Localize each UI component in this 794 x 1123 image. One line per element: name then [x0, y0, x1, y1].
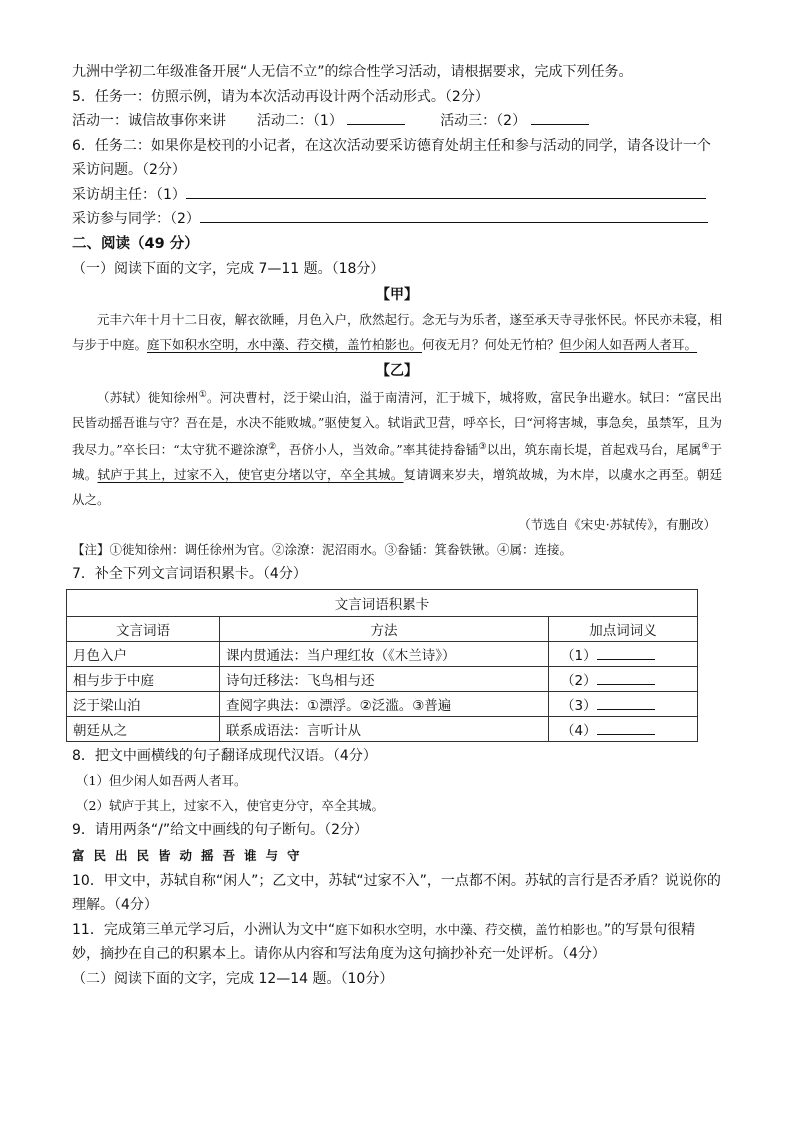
passage-jia-title: 【甲】: [376, 287, 418, 303]
yi-text-4: 以出，筑东南长堤，首起戏马台，尾属: [486, 442, 702, 458]
table-row: [67, 691, 698, 716]
interview-director-label: 采访胡主任：（1）: [72, 186, 186, 203]
activity-3-blank[interactable]: [531, 110, 589, 125]
cell-word: 泛于梁山泊: [67, 691, 220, 716]
header-meaning: 加点词词义: [549, 616, 698, 641]
answer-label: （4）: [561, 722, 597, 739]
question-10: 10．甲文中，苏轼自称“闲人”；乙文中，苏轼“过家不入”，一点都不闲。苏轼的言行是否矛盾？说说你的理解。（4分）: [72, 872, 721, 914]
cell-method: 课内贯通法：当户理红妆（《木兰诗》）: [220, 641, 549, 666]
cell-word: 朝廷从之: [67, 716, 220, 741]
note-mark-2: ②: [268, 442, 277, 453]
q8-sentence-2: （2）轼庐于其上，过家不入，使官吏分守，卒全其城。: [76, 798, 384, 814]
activity-2-label: 活动二：（1）: [256, 113, 343, 129]
jia-underline-2: 但少闲人如吾两人者耳。: [559, 337, 698, 352]
answer-blank[interactable]: [597, 645, 655, 660]
cell-answer: [549, 716, 698, 741]
passage-yi: [72, 383, 722, 512]
answer-blank[interactable]: [597, 720, 655, 735]
cell-word: 相与步于中庭: [67, 666, 220, 691]
passage-yi-title: 【乙】: [376, 363, 418, 379]
yi-text-3: ，吾侪小人，当效命。”率其徒持畚锸: [276, 442, 479, 458]
passage-source: （节选自《宋史·苏轼传》，有删改）: [518, 517, 716, 533]
answer-blank[interactable]: [597, 695, 655, 710]
interview-director-blank[interactable]: [186, 184, 706, 199]
section-reading-title: 二、阅读（49 分）: [72, 235, 199, 252]
table-row: [67, 716, 698, 741]
question-7: 7．补全下列文言词语积累卡。（4分）: [72, 566, 307, 583]
activity-1: 活动一：诚信故事你来讲: [72, 113, 226, 129]
jia-text-2: 何夜无月？何处无竹柏？: [422, 337, 560, 352]
part-1-intro: （一）阅读下面的文字，完成 7—11 题。（18分）: [72, 260, 385, 277]
passage-notes: 【注】①徙知徐州：调任徐州为官。②涂潦：泥沼雨水。③畚锸：箕畚铁锹。④属：连接。: [72, 542, 573, 558]
part-2-intro: （二）阅读下面的文字，完成 12—14 题。（10分）: [72, 970, 394, 987]
intro-text: 九洲中学初二年级准备开展“人无信不立”的综合性学习活动，请根据要求，完成下列任务。: [72, 64, 633, 80]
question-5: 5．任务一：仿照示例，请为本次活动再设计两个活动形式。（2分）: [72, 88, 489, 105]
cell-word: 月色入户: [67, 641, 220, 666]
header-method: 方法: [220, 616, 549, 641]
exam-page: [72, 60, 722, 991]
yi-text-6: 复请调来岁夫，增筑故城，为木岸，以虞水之再至。朝廷从之。: [72, 467, 722, 508]
answer-blank[interactable]: [597, 670, 655, 685]
table-row: [67, 666, 698, 691]
question-8: 8．把文中画横线的句子翻译成现代汉语。（4分）: [72, 747, 377, 764]
q11-quote: 庭下如积水空明，水中藻、荇交横，盖竹柏影也。: [335, 921, 604, 937]
interview-student-label: 采访参与同学：（2）: [72, 211, 200, 227]
table-row: [67, 641, 698, 666]
yi-text-1: （苏轼）徙知徐州: [97, 390, 199, 406]
q11-text-a: 11．完成第三单元学习后，小洲认为文中“: [72, 921, 336, 938]
question-9: 9．请用两条“/”给文中画线的句子断句。（2分）: [72, 822, 369, 839]
vocab-card-caption: 文言词语积累卡: [67, 589, 698, 616]
yi-text-2: 。河决曹村，泛于梁山泊，溢于南清河，汇于城下，城将败，富民争出避水。轼曰：“富民出民皆动摇吾谁与守？吾在是，水决不能败城。”驱使复入。轼诣武卫营，呼卒长，曰“河将害城，事急矣，虽禁军，且为我尽力。”卒长曰：“太守犹不避涂潦: [72, 390, 722, 458]
cell-answer: [549, 691, 698, 716]
jia-underline-1: 庭下如积水空明，水中藻、荇交横，盖竹柏影也。: [147, 337, 423, 352]
answer-label: （2）: [561, 672, 597, 689]
question-11: [72, 918, 722, 967]
yi-underline: 轼庐于其上，过家不入，使官吏分堵以守，卒全其城。: [97, 467, 404, 483]
answer-label: （1）: [561, 647, 597, 664]
q11-text-b: ”的写景句很精妙，摘抄在自己的积累本上。请你从内容和写法角度为这句摘抄补充一处评析。（4分）: [72, 921, 696, 963]
q9-sentence: 富民出民皆动摇吾谁与守: [72, 847, 309, 863]
vocab-card-table: [66, 589, 698, 742]
jia-text-1: 元丰六年十月十二日夜，解衣欲睡，月色入户，欣然起行。念无与为乐者，遂至承天寺寻张怀民。怀民亦未寝，相与步于中庭。: [72, 312, 723, 352]
answer-label: （3）: [561, 697, 597, 714]
cell-method: 查阅字典法：①漂浮。②泛滥。③普遍: [220, 691, 549, 716]
interview-student: [72, 207, 722, 232]
activity-2-blank[interactable]: [347, 110, 405, 125]
cell-method: 联系成语法：言听计从: [220, 716, 549, 741]
note-mark-4: ④: [701, 442, 710, 453]
passage-jia: [72, 307, 722, 357]
q8-sentence-1: （1）但少闲人如吾两人者耳。: [76, 773, 247, 789]
question-6: 6．任务二：如果你是校刊的小记者，在这次活动要采访德育处胡主任和参与活动的同学，请各设计一个采访问题。（2分）: [72, 137, 711, 178]
interview-student-blank[interactable]: [200, 208, 708, 223]
note-mark-1: ①: [198, 390, 208, 400]
header-word: 文言词语: [67, 616, 220, 641]
activity-3-label: 活动三：（2）: [440, 113, 527, 129]
q5-activities: [72, 109, 722, 134]
yi-text-5: 于城。: [72, 442, 722, 483]
cell-answer: [549, 666, 698, 691]
note-mark-3: ③: [478, 442, 487, 453]
cell-answer: [549, 641, 698, 666]
cell-method: 诗句迁移法：飞鸟相与还: [220, 666, 549, 691]
interview-director: [72, 183, 722, 208]
